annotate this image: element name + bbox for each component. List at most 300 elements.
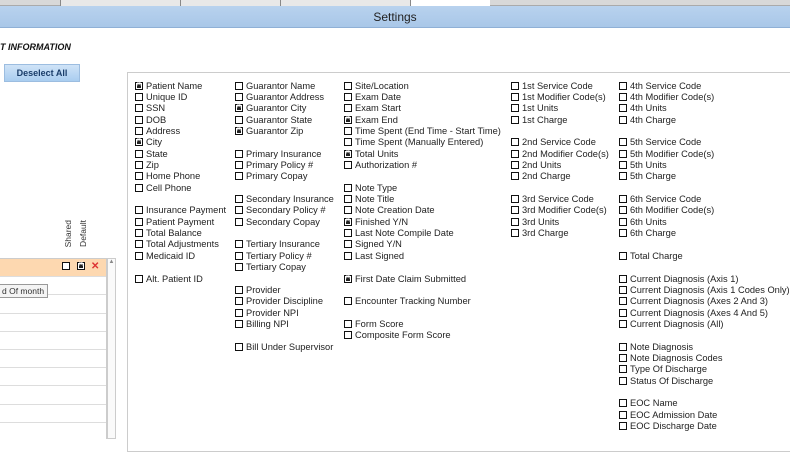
field-option[interactable] xyxy=(511,193,609,204)
checkbox[interactable] xyxy=(235,93,243,101)
checkbox[interactable] xyxy=(235,320,243,328)
field-option[interactable] xyxy=(135,239,226,250)
spacer xyxy=(619,125,790,136)
checkbox[interactable] xyxy=(619,229,627,237)
checkbox[interactable] xyxy=(344,331,352,339)
checkbox[interactable] xyxy=(235,82,243,90)
field-label: Type Of Discharge xyxy=(630,364,707,375)
checkbox[interactable] xyxy=(135,252,143,260)
field-label: 3rd Units xyxy=(522,216,560,227)
checkbox[interactable] xyxy=(235,297,243,305)
field-option[interactable] xyxy=(619,273,790,284)
field-option[interactable] xyxy=(511,137,609,148)
field-label: State xyxy=(146,148,168,159)
field-option[interactable] xyxy=(619,420,790,431)
checkbox[interactable] xyxy=(619,365,627,373)
field-option[interactable] xyxy=(511,216,609,227)
shared-column-header: Shared xyxy=(63,220,73,248)
checkbox[interactable] xyxy=(619,354,627,362)
field-column xyxy=(235,80,334,352)
checkbox[interactable] xyxy=(235,252,243,260)
checkbox[interactable] xyxy=(135,104,143,112)
tooltip: d Of month xyxy=(0,284,48,298)
checkbox[interactable] xyxy=(344,184,352,192)
field-label: Zip xyxy=(146,160,159,171)
spacer xyxy=(235,273,334,284)
field-label: SSN xyxy=(146,103,166,114)
checkbox[interactable] xyxy=(511,195,519,203)
field-option[interactable] xyxy=(135,148,226,159)
field-option[interactable] xyxy=(135,103,226,114)
field-label: 1st Service Code xyxy=(522,80,593,91)
field-label: Current Diagnosis (Axis 1) xyxy=(630,273,739,284)
field-label: 2nd Charge xyxy=(522,171,571,182)
field-label: Note Title xyxy=(355,194,395,205)
field-label: Tertiary Copay xyxy=(246,262,306,273)
checkbox[interactable] xyxy=(135,218,143,226)
checkbox[interactable] xyxy=(344,150,352,158)
checkbox[interactable] xyxy=(135,116,143,124)
field-label: Patient Payment xyxy=(146,216,215,227)
spacer xyxy=(511,182,609,193)
field-option[interactable] xyxy=(235,91,334,102)
field-label: Time Spent (Manually Entered) xyxy=(355,137,484,148)
checkbox[interactable] xyxy=(344,161,352,169)
field-option[interactable] xyxy=(344,114,501,125)
checkbox[interactable] xyxy=(235,240,243,248)
field-option[interactable] xyxy=(344,216,501,227)
field-label: Primary Copay xyxy=(246,171,308,182)
shared-checkbox[interactable] xyxy=(62,262,73,273)
field-option[interactable] xyxy=(135,182,226,193)
field-label: Exam End xyxy=(355,114,398,125)
checkbox[interactable] xyxy=(619,343,627,351)
field-option[interactable] xyxy=(235,250,334,261)
field-option[interactable] xyxy=(619,284,790,295)
field-label: Site/Location xyxy=(355,80,409,91)
field-label: Provider NPI xyxy=(246,307,299,318)
field-option[interactable] xyxy=(619,409,790,420)
field-label: 4th Service Code xyxy=(630,80,702,91)
field-label: 3rd Service Code xyxy=(522,194,594,205)
field-option[interactable] xyxy=(511,80,609,91)
window-title: Settings xyxy=(0,6,790,28)
checkbox[interactable] xyxy=(619,206,627,214)
field-option[interactable] xyxy=(619,216,790,227)
field-label: Cell Phone xyxy=(146,182,192,193)
field-option[interactable] xyxy=(235,205,334,216)
field-label: Alt. Patient ID xyxy=(146,273,203,284)
field-option[interactable] xyxy=(344,205,501,216)
field-label: 6th Units xyxy=(630,216,667,227)
list-row[interactable] xyxy=(0,332,106,350)
checkbox[interactable] xyxy=(135,82,143,90)
default-checkbox[interactable] xyxy=(77,262,88,273)
checkbox[interactable] xyxy=(619,377,627,385)
checkbox[interactable] xyxy=(619,195,627,203)
checkbox[interactable] xyxy=(235,206,243,214)
field-label: Guarantor Address xyxy=(246,92,325,103)
field-option[interactable] xyxy=(619,341,790,352)
spacer xyxy=(619,386,790,397)
field-option[interactable] xyxy=(344,159,501,170)
field-label: EOC Discharge Date xyxy=(630,420,717,431)
checkbox[interactable] xyxy=(619,422,627,430)
checkbox[interactable] xyxy=(235,127,243,135)
field-option[interactable] xyxy=(344,91,501,102)
checkbox[interactable] xyxy=(235,286,243,294)
checkbox[interactable] xyxy=(511,206,519,214)
checkbox[interactable] xyxy=(235,150,243,158)
field-option[interactable] xyxy=(619,352,790,363)
spacer xyxy=(235,182,334,193)
checkbox[interactable] xyxy=(344,297,352,305)
field-option[interactable] xyxy=(511,227,609,238)
spacer xyxy=(344,284,501,295)
default-column-header: Default xyxy=(78,220,88,247)
field-option[interactable] xyxy=(344,80,501,91)
field-label: Guarantor Name xyxy=(246,80,316,91)
field-option[interactable] xyxy=(511,114,609,125)
spacer xyxy=(235,137,334,148)
field-option[interactable] xyxy=(344,182,501,193)
field-label: 6th Charge xyxy=(630,228,676,239)
spacer xyxy=(619,262,790,273)
field-option[interactable] xyxy=(344,318,501,329)
field-option[interactable] xyxy=(344,148,501,159)
field-label: Medicaid ID xyxy=(146,250,196,261)
field-option[interactable] xyxy=(619,205,790,216)
field-label: Time Spent (End Time - Start Time) xyxy=(355,126,501,137)
checkbox[interactable] xyxy=(344,104,352,112)
list-row[interactable] xyxy=(0,295,106,313)
field-option[interactable] xyxy=(235,318,334,329)
field-column xyxy=(344,80,501,341)
field-option[interactable] xyxy=(344,103,501,114)
field-option[interactable] xyxy=(235,296,334,307)
field-option[interactable] xyxy=(619,318,790,329)
checkbox[interactable] xyxy=(135,161,143,169)
field-option[interactable] xyxy=(235,125,334,136)
field-label: Current Diagnosis (Axes 4 And 5) xyxy=(630,307,768,318)
checkbox[interactable] xyxy=(619,297,627,305)
field-option[interactable] xyxy=(135,227,226,238)
field-option[interactable] xyxy=(619,307,790,318)
field-label: Current Diagnosis (Axis 1 Codes Only) xyxy=(630,284,790,295)
field-label: Form Score xyxy=(355,318,404,329)
field-option[interactable] xyxy=(135,216,226,227)
field-label: EOC Name xyxy=(630,398,678,409)
checkbox[interactable] xyxy=(135,172,143,180)
checkbox[interactable] xyxy=(135,93,143,101)
checkbox[interactable] xyxy=(619,399,627,407)
checkbox[interactable] xyxy=(511,138,519,146)
field-label: 4th Units xyxy=(630,103,667,114)
checkbox[interactable] xyxy=(344,320,352,328)
checkbox[interactable] xyxy=(344,240,352,248)
field-option[interactable] xyxy=(619,91,790,102)
field-label: 2nd Modifier Code(s) xyxy=(522,148,609,159)
field-label: City xyxy=(146,137,163,148)
checkbox[interactable] xyxy=(619,218,627,226)
checkbox[interactable] xyxy=(511,82,519,90)
field-option[interactable] xyxy=(235,171,334,182)
field-option[interactable] xyxy=(619,171,790,182)
list-row[interactable] xyxy=(0,368,106,386)
field-option[interactable] xyxy=(619,227,790,238)
list-row[interactable] xyxy=(0,350,106,368)
field-option[interactable] xyxy=(135,250,226,261)
checkbox[interactable] xyxy=(619,82,627,90)
field-option[interactable] xyxy=(344,273,501,284)
field-option[interactable] xyxy=(619,364,790,375)
field-option[interactable] xyxy=(619,80,790,91)
field-label: Encounter Tracking Number xyxy=(355,296,471,307)
field-option[interactable] xyxy=(619,375,790,386)
checkbox[interactable] xyxy=(619,252,627,260)
field-label: Tertiary Policy # xyxy=(246,250,312,261)
field-label: 1st Modifier Code(s) xyxy=(522,92,606,103)
field-option[interactable] xyxy=(235,262,334,273)
checkbox[interactable] xyxy=(619,150,627,158)
field-label: Provider xyxy=(246,284,281,295)
field-label: Note Diagnosis Codes xyxy=(630,352,723,363)
checkbox[interactable] xyxy=(344,116,352,124)
checkbox[interactable] xyxy=(135,184,143,192)
field-label: Guarantor Zip xyxy=(246,126,304,137)
field-option[interactable] xyxy=(135,273,226,284)
checkbox[interactable] xyxy=(344,82,352,90)
checkbox[interactable] xyxy=(344,206,352,214)
field-option[interactable] xyxy=(235,159,334,170)
list-row[interactable] xyxy=(0,314,106,332)
field-label: Exam Date xyxy=(355,92,401,103)
field-option[interactable] xyxy=(135,171,226,182)
field-label: Total Charge xyxy=(630,250,683,261)
checkbox[interactable] xyxy=(235,218,243,226)
checkbox[interactable] xyxy=(135,206,143,214)
checkbox[interactable] xyxy=(619,286,627,294)
field-option[interactable] xyxy=(619,398,790,409)
field-label: 2nd Units xyxy=(522,160,562,171)
field-label: Secondary Copay xyxy=(246,216,320,227)
field-label: Secondary Policy # xyxy=(246,205,326,216)
checkbox[interactable] xyxy=(619,116,627,124)
list-scrollbar[interactable]: ▲ xyxy=(107,258,116,439)
field-label: 5th Service Code xyxy=(630,137,702,148)
field-option[interactable] xyxy=(235,114,334,125)
field-option[interactable] xyxy=(235,284,334,295)
field-label: Address xyxy=(146,126,181,137)
checkbox[interactable] xyxy=(135,275,143,283)
checkbox[interactable] xyxy=(235,343,243,351)
field-option[interactable] xyxy=(511,205,609,216)
field-label: First Date Claim Submitted xyxy=(355,273,467,284)
spacer xyxy=(135,193,226,204)
checkbox[interactable] xyxy=(344,93,352,101)
field-option[interactable] xyxy=(235,148,334,159)
spacer xyxy=(619,182,790,193)
spacer xyxy=(344,171,501,182)
field-label: Total Units xyxy=(355,148,399,159)
field-option[interactable] xyxy=(619,137,790,148)
field-label: 4th Charge xyxy=(630,114,676,125)
field-option[interactable] xyxy=(344,137,501,148)
spacer xyxy=(344,307,501,318)
field-column xyxy=(511,80,609,239)
checkbox[interactable] xyxy=(511,229,519,237)
checkbox[interactable] xyxy=(135,240,143,248)
field-label: Finished Y/N xyxy=(355,216,409,227)
checkbox[interactable] xyxy=(344,195,352,203)
field-label: Current Diagnosis (All) xyxy=(630,318,724,329)
field-option[interactable] xyxy=(619,114,790,125)
field-option[interactable] xyxy=(135,91,226,102)
delete-icon[interactable]: ✕ xyxy=(91,261,100,272)
checkbox[interactable] xyxy=(135,127,143,135)
field-option[interactable] xyxy=(511,91,609,102)
field-label: Primary Policy # xyxy=(246,160,314,171)
checkbox[interactable] xyxy=(511,172,519,180)
checkbox[interactable] xyxy=(511,116,519,124)
field-option[interactable] xyxy=(344,250,501,261)
spacer xyxy=(235,330,334,341)
field-option[interactable] xyxy=(135,137,226,148)
field-label: Last Note Compile Date xyxy=(355,228,454,239)
field-label: Insurance Payment xyxy=(146,205,227,216)
spacer xyxy=(235,227,334,238)
field-option[interactable] xyxy=(344,296,501,307)
field-label: 5th Charge xyxy=(630,171,676,182)
field-option[interactable] xyxy=(511,159,609,170)
checkbox[interactable] xyxy=(619,138,627,146)
field-label: 4th Modifier Code(s) xyxy=(630,92,715,103)
field-label: Composite Form Score xyxy=(355,330,451,341)
checkbox[interactable] xyxy=(619,161,627,169)
field-label: Note Creation Date xyxy=(355,205,435,216)
field-option[interactable] xyxy=(511,103,609,114)
checkbox[interactable] xyxy=(619,411,627,419)
checkbox[interactable] xyxy=(235,161,243,169)
checkbox[interactable] xyxy=(619,93,627,101)
field-label: Patient Name xyxy=(146,80,203,91)
field-column xyxy=(619,80,790,432)
field-label: Unique ID xyxy=(146,92,188,103)
checkbox[interactable] xyxy=(511,218,519,226)
field-option[interactable] xyxy=(619,159,790,170)
field-label: 3rd Modifier Code(s) xyxy=(522,205,607,216)
field-option[interactable] xyxy=(344,239,501,250)
field-label: Tertiary Insurance xyxy=(246,239,320,250)
checkbox[interactable] xyxy=(619,104,627,112)
checkbox[interactable] xyxy=(135,138,143,146)
field-label: 2nd Service Code xyxy=(522,137,596,148)
checkbox[interactable] xyxy=(619,275,627,283)
checkbox[interactable] xyxy=(619,172,627,180)
field-label: 1st Units xyxy=(522,103,559,114)
checkbox[interactable] xyxy=(344,218,352,226)
field-label: Secondary Insurance xyxy=(246,194,334,205)
field-option[interactable] xyxy=(135,114,226,125)
field-label: Guarantor State xyxy=(246,114,313,125)
checkbox[interactable] xyxy=(344,229,352,237)
checkbox[interactable] xyxy=(619,309,627,317)
list-row[interactable] xyxy=(0,405,106,423)
field-label: EOC Admission Date xyxy=(630,409,718,420)
checkbox[interactable] xyxy=(235,172,243,180)
field-option[interactable] xyxy=(344,193,501,204)
checkbox[interactable] xyxy=(511,104,519,112)
field-label: Bill Under Supervisor xyxy=(246,341,334,352)
field-label: Provider Discipline xyxy=(246,296,323,307)
field-option[interactable] xyxy=(511,148,609,159)
checkbox[interactable] xyxy=(511,161,519,169)
field-label: Billing NPI xyxy=(246,318,289,329)
field-option[interactable] xyxy=(235,216,334,227)
checkbox[interactable] xyxy=(619,320,627,328)
checkbox[interactable] xyxy=(344,275,352,283)
field-option[interactable] xyxy=(135,159,226,170)
field-option[interactable] xyxy=(235,239,334,250)
field-option[interactable] xyxy=(511,171,609,182)
field-label: Total Adjustments xyxy=(146,239,219,250)
checkbox[interactable] xyxy=(235,116,243,124)
checkbox[interactable] xyxy=(235,195,243,203)
field-option[interactable] xyxy=(135,205,226,216)
checkbox[interactable] xyxy=(344,127,352,135)
field-option[interactable] xyxy=(619,296,790,307)
field-label: Guarantor City xyxy=(246,103,307,114)
checkbox[interactable] xyxy=(511,150,519,158)
field-option[interactable] xyxy=(344,227,501,238)
field-option[interactable] xyxy=(344,125,501,136)
checkbox[interactable] xyxy=(235,309,243,317)
field-label: 6th Modifier Code(s) xyxy=(630,205,715,216)
checkbox[interactable] xyxy=(511,93,519,101)
field-option[interactable] xyxy=(235,341,334,352)
field-label: Last Signed xyxy=(355,250,405,261)
checkbox[interactable] xyxy=(344,138,352,146)
list-row[interactable] xyxy=(0,386,106,404)
checkbox[interactable] xyxy=(135,150,143,158)
field-option[interactable] xyxy=(619,250,790,261)
field-option[interactable] xyxy=(235,103,334,114)
field-option[interactable] xyxy=(344,330,501,341)
field-option[interactable] xyxy=(235,80,334,91)
deselect-all-button[interactable]: Deselect All xyxy=(4,64,80,82)
field-option[interactable] xyxy=(135,80,226,91)
field-option[interactable] xyxy=(619,193,790,204)
checkbox[interactable] xyxy=(135,229,143,237)
field-option[interactable] xyxy=(135,125,226,136)
field-label: 3rd Charge xyxy=(522,228,569,239)
field-label: 5th Units xyxy=(630,160,667,171)
field-option[interactable] xyxy=(619,103,790,114)
field-label: Total Balance xyxy=(146,228,202,239)
field-column xyxy=(135,80,226,284)
field-label: 1st Charge xyxy=(522,114,568,125)
field-option[interactable] xyxy=(619,148,790,159)
checkbox[interactable] xyxy=(235,263,243,271)
field-option[interactable] xyxy=(235,307,334,318)
section-title: T INFORMATION xyxy=(0,42,71,52)
field-label: Status Of Discharge xyxy=(630,375,714,386)
field-label: DOB xyxy=(146,114,167,125)
checkbox[interactable] xyxy=(235,104,243,112)
spacer xyxy=(135,262,226,273)
field-option[interactable] xyxy=(235,193,334,204)
checkbox[interactable] xyxy=(344,252,352,260)
